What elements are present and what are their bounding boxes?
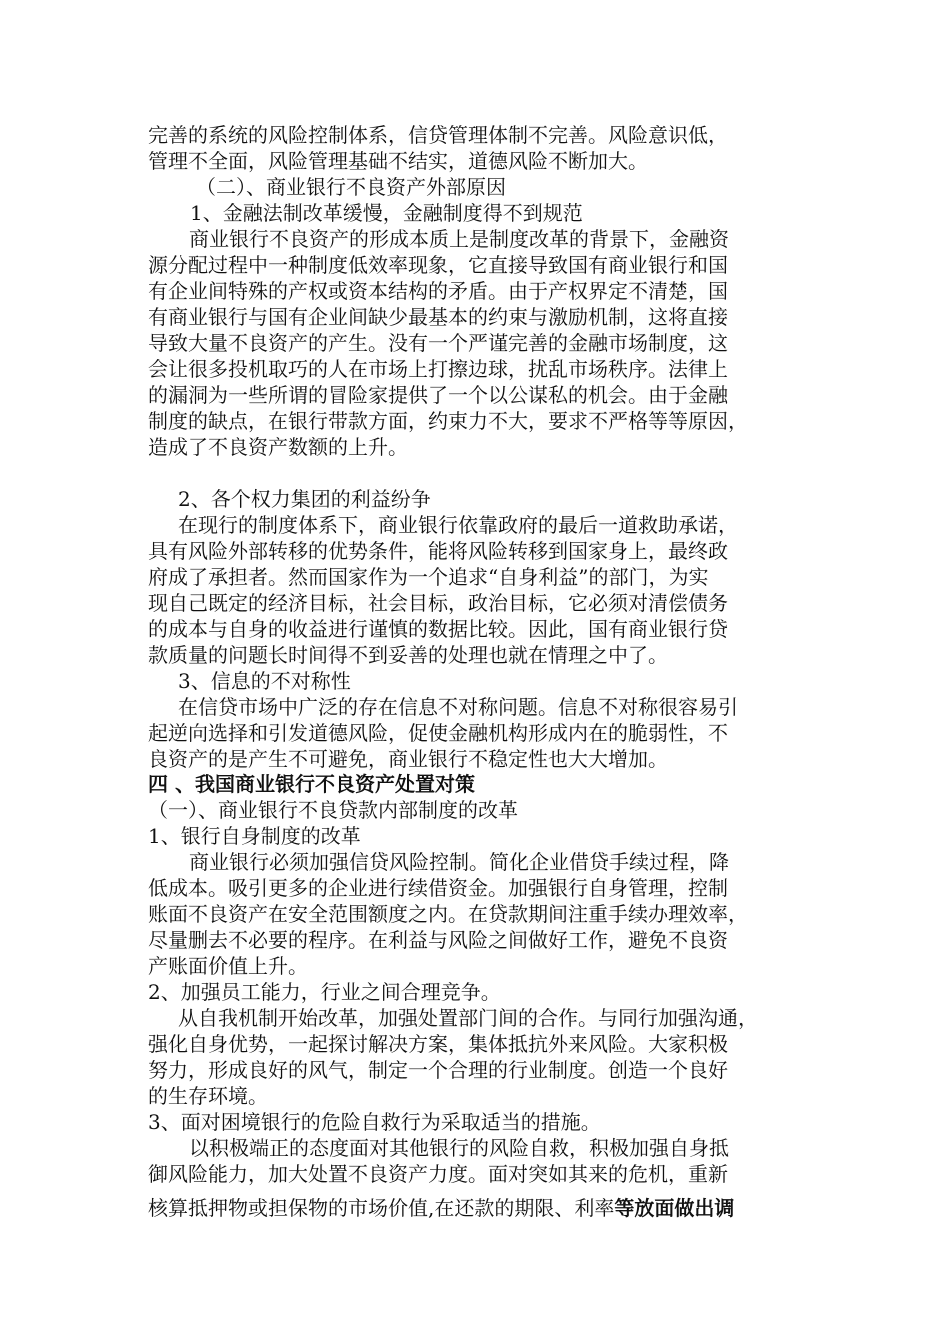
text-line: 商业银行必须加强信贷风险控制。简化企业借贷手续过程，降 xyxy=(189,850,729,874)
text-line: 造成了不良资产数额的上升。 xyxy=(148,435,408,459)
text-line: 从自我机制开始改革，加强处置部门间的合作。与同行加强沟通， xyxy=(178,1006,758,1030)
text-line: 低成本。吸引更多的企业进行续借资金。加强银行自身管理，控制 xyxy=(148,876,728,900)
text-line: 现自己既定的经济目标，社会目标，政治目标，它必须对清偿债务 xyxy=(148,591,728,615)
subsection-heading: 2、各个权力集团的利益纷争 xyxy=(178,487,431,511)
text-line: 产账面价值上升。 xyxy=(148,954,308,978)
text-line: 以积极端正的态度面对其他银行的风险自救，积极加强自身抵 xyxy=(189,1136,729,1160)
text-line: 府成了承担者。然而国家作为一个追求“自身利益”的部门，为实 xyxy=(148,565,709,589)
text-line: 导致大量不良资产的产生。没有一个严谨完善的金融市场制度，这 xyxy=(148,331,728,355)
text-line: 完善的系统的风险控制体系，信贷管理体制不完善。风险意识低， xyxy=(148,123,728,147)
subsection-heading: 1、金融法制改革缓慢，金融制度得不到规范 xyxy=(190,201,583,225)
subsection-heading: 3、信息的不对称性 xyxy=(178,669,351,693)
text-line-last xyxy=(148,1195,734,1221)
text-line: 源分配过程中一种制度低效率现象，它直接导致国有商业银行和国 xyxy=(148,253,728,277)
last-line-bold-text: 等放面做出调 xyxy=(614,1196,735,1220)
text-line: 在信贷市场中广泛的存在信息不对称问题。信息不对称很容易引 xyxy=(178,695,738,719)
text-line: 商业银行不良资产的形成本质上是制度改革的背景下，金融资 xyxy=(189,227,729,251)
text-line: 会让很多投机取巧的人在市场上打擦边球，扰乱市场秩序。法律上 xyxy=(148,357,728,381)
text-line: 制度的缺点，在银行带款方面，约束力不大，要求不严格等等原因， xyxy=(148,409,748,433)
text-line: 管理不全面，风险管理基础不结实，道德风险不断加大。 xyxy=(148,149,648,173)
subsection-heading: 2、加强员工能力，行业之间合理竞争。 xyxy=(148,980,501,1004)
text-line: 的成本与自身的收益进行谨慎的数据比较。因此，国有商业银行贷 xyxy=(148,617,728,641)
text-line: 御风险能力，加大处置不良资产力度。面对突如其来的危机，重新 xyxy=(148,1162,728,1186)
text-line: 的漏洞为一些所谓的冒险家提供了一个以公谋私的机会。由于金融 xyxy=(148,383,728,407)
text-line: 具有风险外部转移的优势条件，能将风险转移到国家身上，最终政 xyxy=(148,539,728,563)
text-line: 起逆向选择和引发道德风险，促使金融机构形成内在的脆弱性，不 xyxy=(148,721,728,745)
text-line: 款质量的问题长时间得不到妥善的处理也就在情理之中了。 xyxy=(148,643,668,667)
text-line: 强化自身优势，一起探讨解决方案，集体抵抗外来风险。大家积极 xyxy=(148,1032,728,1056)
last-line-regular-text: 核算抵押物或担保物的市场价值,在还款的期限、利率 xyxy=(148,1196,615,1220)
text-line: 有商业银行与国有企业间缺少最基本的约束与激励机制，这将直接 xyxy=(148,305,728,329)
chapter-heading: 四 、我国商业银行不良资产处置对策 xyxy=(148,772,475,796)
text-line: 有企业间特殊的产权或资本结构的矛盾。由于产权界定不清楚，国 xyxy=(148,279,728,303)
text-line: 努力，形成良好的风气，制定一个合理的行业制度。创造一个良好 xyxy=(148,1058,728,1082)
section-heading: （一）、商业银行不良贷款内部制度的改革 xyxy=(148,798,518,822)
subsection-heading: 3、面对困境银行的危险自救行为采取适当的措施。 xyxy=(148,1110,601,1134)
text-line: 的生存环境。 xyxy=(148,1084,268,1108)
text-line: 尽量删去不必要的程序。在利益与风险之间做好工作，避免不良资 xyxy=(148,928,728,952)
section-heading: （二）、商业银行不良资产外部原因 xyxy=(196,175,506,199)
text-line: 账面不良资产在安全范围额度之内。在贷款期间注重手续办理效率， xyxy=(148,902,748,926)
subsection-heading: 1、银行自身制度的改革 xyxy=(148,824,361,848)
text-line: 在现行的制度体系下，商业银行依靠政府的最后一道救助承诺， xyxy=(178,513,738,537)
text-line: 良资产的是产生不可避免，商业银行不稳定性也大大增加。 xyxy=(148,747,668,771)
